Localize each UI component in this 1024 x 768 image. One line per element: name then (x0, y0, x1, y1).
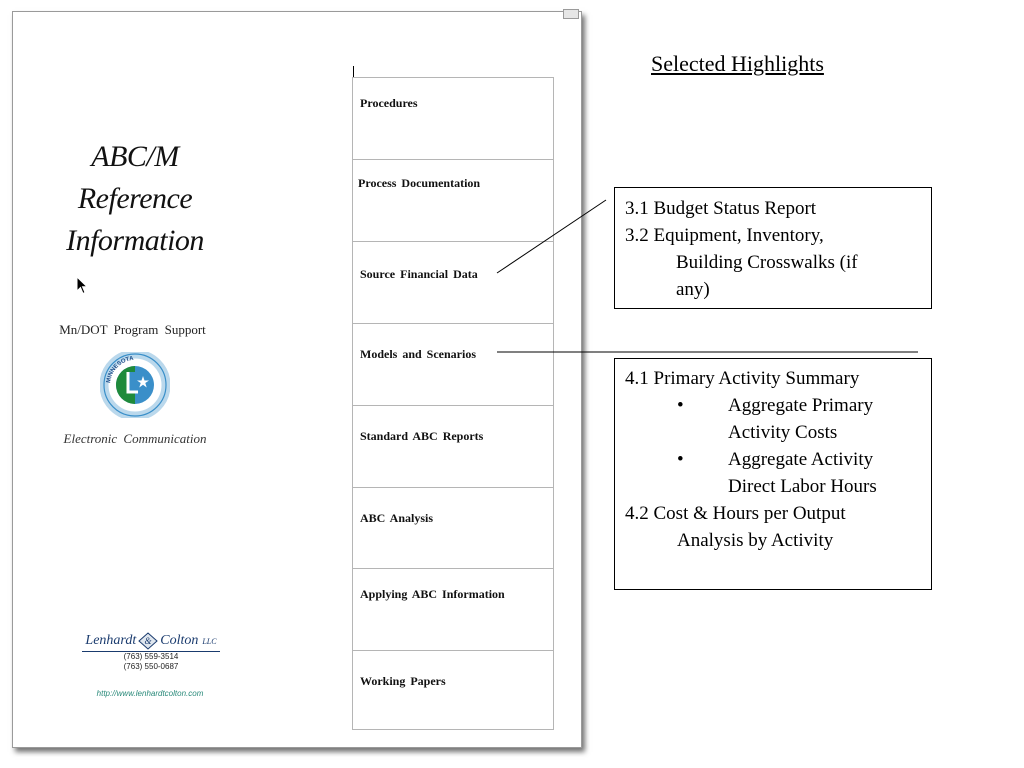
website-link[interactable]: http://www.lenhardtcolton.com (96, 689, 204, 698)
highlight-item-3-2-end: any) (676, 279, 710, 300)
tab-label: Source Financial Data (360, 267, 478, 281)
tab-label: Process Documentation (358, 176, 481, 190)
company-name-part2: Colton (160, 633, 199, 648)
tab-label: Models and Scenarios (360, 347, 477, 361)
tab-label: Applying ABC Information (360, 587, 505, 601)
connector-line-1 (497, 200, 606, 273)
highlight-box-section-4 (614, 358, 932, 590)
highlight-item-3-2-cont: Building Crosswalks (if (676, 252, 858, 273)
tab-label: Procedures (360, 96, 418, 110)
company-suffix: LLC (202, 636, 217, 646)
bullet-icon: • (677, 395, 684, 416)
tab-label: Standard ABC Reports (360, 429, 484, 443)
title-line-3: Information (66, 224, 204, 257)
bullet-item-2-cont: Direct Labor Hours (728, 476, 877, 497)
tab-label: ABC Analysis (360, 511, 434, 525)
highlight-item-4-1: 4.1 Primary Activity Summary (625, 368, 860, 389)
highlights-title: Selected Highlights (651, 51, 824, 76)
title-line-1: ABC/M (91, 140, 179, 173)
highlight-item-4-2-cont: Analysis by Activity (677, 530, 834, 551)
phone-number-1: (763) 559-3514 (123, 652, 179, 661)
phone-number-2: (763) 550-0687 (123, 662, 179, 671)
highlight-box-section-3 (614, 187, 932, 309)
highlight-item-3-1: 3.1 Budget Status Report (625, 198, 817, 219)
tab-label: Working Papers (360, 674, 446, 688)
highlight-item-4-2: 4.2 Cost & Hours per Output (625, 503, 846, 524)
title-line-2: Reference (77, 182, 193, 215)
company-name-part1: Lenhardt (85, 633, 137, 648)
bullet-item-2: Aggregate Activity (728, 449, 874, 470)
bullet-icon: • (677, 449, 684, 470)
electronic-communication-label: Electronic Communication (63, 431, 207, 446)
highlight-item-3-2: 3.2 Equipment, Inventory, (625, 225, 824, 246)
bullet-item-1: Aggregate Primary (728, 395, 874, 416)
svg-text:&: & (144, 636, 152, 646)
program-support-label: Mn/DOT Program Support (59, 322, 206, 337)
svg-text:MINNESOTA: MINNESOTA (106, 355, 135, 384)
bullet-item-1-cont: Activity Costs (728, 422, 838, 443)
